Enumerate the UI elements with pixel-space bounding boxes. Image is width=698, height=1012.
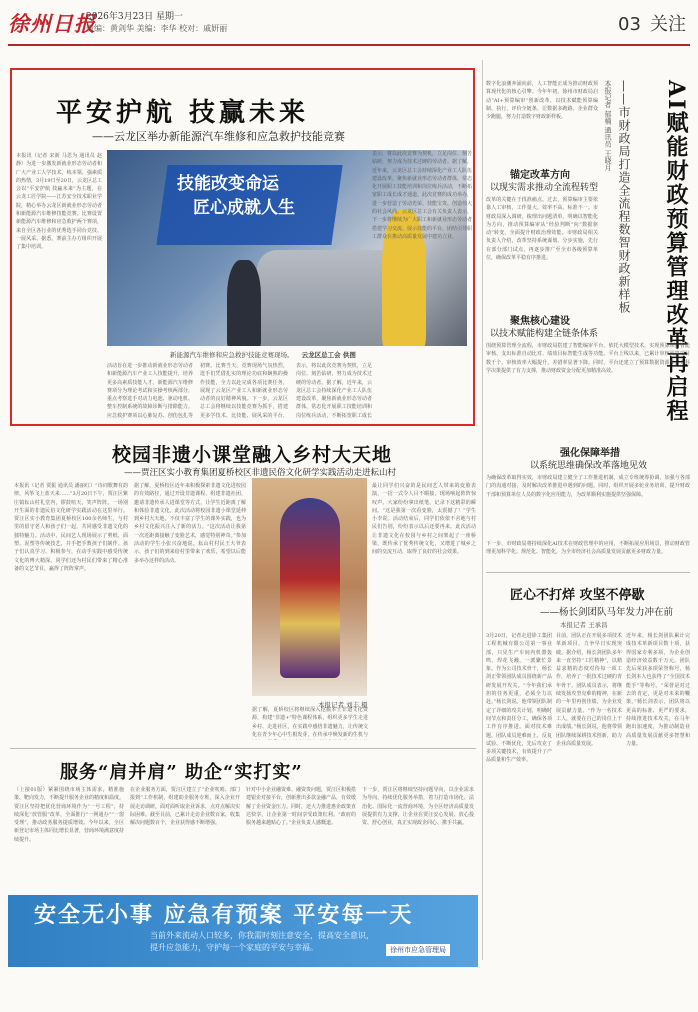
side-story-byline: 本报记者 郁楠 通讯员 王晓月 bbox=[604, 80, 612, 171]
side-story-h3b: 以系统思维确保改革落地见效 bbox=[530, 461, 648, 471]
masthead bbox=[8, 6, 690, 46]
safety-banner-text bbox=[150, 930, 374, 954]
person-left bbox=[227, 260, 261, 346]
page-label bbox=[618, 10, 686, 36]
side-story-p4: 下一步，市财政局将持续深化AI技术在财政管理中的应用，不断拓展应用场景，推动财政管理更加科学化、规范化、智能化，为全市经济社会高质量发展贡献更多财政力量。 bbox=[486, 541, 690, 556]
caption-text: 新能源汽车维修和应急救护技能竞赛现场。 bbox=[170, 351, 294, 359]
story-2-photo bbox=[252, 478, 367, 696]
photo-banner-line-1: 技能改变命运 bbox=[177, 174, 279, 194]
story-1-text-col-1: 本报讯（记者 宋新 马思为 通讯员 赵静）为进一步激发新就业形态劳动者和广大产业工人学技术、练本领、强素质的热情，3月19日至20日，云龙区总工会以“平安护航 技赢未来”为主题，在云龙工匠学院——江苏安全技术职业学院，精心举办云龙区新就业形态劳动者和新能源汽车维修技能竞赛。比赛设置新能源汽车维修和应急救护两个赛项，来自全区各行业的优秀选手同台竞技、一展风采。据悉，赛前主办方组织开展了集中培训。 bbox=[16, 153, 102, 251]
side-story-h2: 聚焦核心建设 bbox=[510, 316, 570, 327]
side2-title: 匠心不打烊 攻坚不停歇 bbox=[510, 588, 645, 603]
story-2-photo-caption: 本报记者 刘丰 摄 bbox=[318, 701, 368, 709]
story-1-photo-caption bbox=[170, 350, 356, 359]
side2-col-2: 目前，团队正在开展多项技术革新项目，力争早日实现突破。据介绍，杨长剑团队多年来一直坚持“工匠精神”，以精益求精的态度对待每一项工作，培养了一批技术过硬的青年骨干。团队成员表示，将继续发扬攻坚克难的精神，在新的一年里再创佳绩，为企业发展贡献力量。“作为一名技术工人，就要在自己的岗位上干出成绩。”杨长剑说，他将带领团队继续深耕技术创新，助力企业高质量发展。 bbox=[556, 633, 622, 747]
story-2-subtitle: ——贾汪区实小教育集团夏桥校区非遗民俗文化研学实践活动走进耘山村 bbox=[124, 468, 397, 478]
side-story-h1b: 以现实需求推动全流程转型 bbox=[490, 183, 599, 193]
story-2-title: 校园非遗小课堂融入乡村大天地 bbox=[112, 444, 393, 466]
newspaper-logo: 徐州日报 bbox=[8, 11, 96, 36]
bian-lian-performer bbox=[280, 498, 340, 678]
side-story-p3: 为确保改革取得实效，市财政局建立健全了工作推进机制，成立专班统筹协调，加强与各部门的沟通对接，及时解决改革推进中遇到的问题。同时，组织开展多轮业务培训，提升财政干部和预算单位人员的数字化应用能力，为改革顺利实施提供坚强保障。 bbox=[486, 475, 690, 498]
side-story-p2: 围绕预算管理全流程，市财政局搭建了智能编审平台，依托大模型技术，实现预算项目智能审核、支出标准自动比对、绩效目标智能生成等功能。平台上线以来，已累计审核预算项目数千个，审核效率大幅提升，差错率显著下降。同时，平台还建立了预算数据资源库，为科学决策提供了有力支撑，推动财政资金分配更加精准高效。 bbox=[486, 343, 690, 374]
page-section: 关注 bbox=[650, 14, 686, 35]
safety-line-1: 当前外来流动人口较多，你我需时刻注意安全，提高安全意识， bbox=[150, 931, 374, 940]
story-2-text-col-1: 本报讯（记者 贾振 通讯员 潘丽红）“诗词歌舞有韵律，风筝飞上蓝天来……”3月20日下午，贾汪区紫庄镇耘山村礼堂内，锣鼓喧天，笑声阵阵。一场别开生面的非遗民俗文化研学实践活动在这里举行。贾汪区实小教育集团夏桥校区100余名师生，与村里的留守老人和孩子们一起，共同感受非遗文化的独特魅力。活动中，民间艺人现场展示了剪纸、面塑、泥塑等传统技艺，并手把手教孩子们制作。孩子们认真学习、积极参与，在动手实践中感受传统文化的博大精深。同学们还为村民们带来了精心准备的文艺节目，赢得了阵阵掌声。 bbox=[14, 483, 128, 572]
story-2-text-col-4: 最让同学们兴奋的是民间艺人带来的变脸表演，一招一式令人目不暇接，现场响起阵阵惊叹声。大家纷纷拿出纸笔，记录下这精彩的瞬间。“这是我第一次看变脸，太震撼了！”学生小李说。活动结束后，同学们依依不舍地与村民们告别，纷纷表示以后还要再来。此次活动让非遗文化在校园与乡村之间架起了一座桥梁，既传承了优秀传统文化，又增进了城乡之间的交流互动，取得了良好的社会效果。 bbox=[372, 483, 476, 556]
side-divider bbox=[486, 572, 690, 573]
story-1-title: 平安护航 技赢未来 bbox=[56, 98, 310, 128]
agency-logo: 徐州市应急管理局 bbox=[386, 944, 450, 956]
dateline: 2026年3月23日 星期一 bbox=[86, 12, 183, 22]
story-1-text-col-3b: 表示，将以此次竞赛为契机，立足岗位、刻苦钻研，努力成为技术过硬的劳动者。据了解，近年来，云龙区总工会持续深化产业工人队伍建设改革，聚焦新就业形态劳动者群体，常态化开展职工技能培训和岗位练兵活动，不断拓宽职工成长 bbox=[296, 363, 372, 418]
side-story-intro: 数字化浪潮奔涌向前，人工智能正成为推动财政预算现代化的核心引擎。今年年初，徐州市财政局启动“AI+预算编审”创新改革，以技术赋能预算编制、执行、评价全链条，让数据多跑路、企业群众少跑腿，努力打造数字财政新样板。 bbox=[486, 81, 598, 121]
side-story-title: AI赋能财政预算管理改革再启程 bbox=[663, 80, 689, 424]
story-3-text-col-4: 下一步，贾汪区将继续坚持问题导向，以企业需求为导向，持续优化服务举措，着力打造市场化、法治化、国际化一流营商环境，为全区经济高质量发展提供有力支撑，让企业在贾汪安心发展、放心投资、舒心创业，真正实现政企同心、携手共赢。 bbox=[362, 787, 474, 827]
story-3-text-col-2: 在企业服务方面，贾汪区建立了“企业吹哨、部门报到”工作机制，组建助企服务专班，深入企业开展走访调研，面对面听取企业诉求，点对点解决实际困难。截至目前，已累计走访企业数百家，收集解决问题数百个，企业获得感不断增强。 bbox=[130, 787, 240, 827]
story-2-text-col-2: 据了解，夏桥校区近年来积极探索非遗文化进校园的有效路径，通过开设非遗课程、组建非遗社团、邀请非遗传承人进课堂等方式，让学生近距离了解和体验非遗文化。此次活动将校园非遗小课堂延伸到乡村大天地，不仅丰富了学生的课外实践，也为乡村文化振兴注入了新的活力。“这次活动让我第一次近距离接触了变脸艺术，感觉特别神奇。”参加活动的学生小张兴奋地说。耘山村村民王大爷表示，孩子们的到来给村里带来了欢乐，希望以后能多举办这样的活动。 bbox=[134, 483, 246, 564]
story-1-subtitle: ——云龙区举办新能源汽车维修和应急救护技能竞赛 bbox=[92, 130, 345, 143]
divider bbox=[10, 748, 476, 749]
side2-byline: 本报记者 王承昌 bbox=[560, 621, 608, 629]
side-story-subtitle: ——市财政局打造全流程数智财政新样板 bbox=[617, 80, 631, 314]
column-divider bbox=[482, 60, 483, 960]
side-story-h3: 强化保障举措 bbox=[560, 448, 620, 459]
side2-col-3: 近年来，杨长剑团队累计完成技术革新项目数十项，获得国家专利多项，为企业创造经济效益数千万元。团队先后荣获多项荣誉称号，杨长剑本人也获得了“全国技术能手”等称号。“荣誉是对过去的肯定，更是对未来的鞭策。”杨长剑表示，团队将以更高的标准、更严的要求，持续推进技术攻关，在马年跑出加速度，为推动制造业高质量发展贡献更多智慧和力量。 bbox=[626, 633, 690, 747]
side-story-h2b: 以技术赋能构建全链条体系 bbox=[490, 329, 599, 339]
photo-banner-line-2: 匠心成就人生 bbox=[193, 198, 295, 218]
story-3-title: 服务“肩并肩” 助企“实打实” bbox=[60, 762, 303, 783]
safety-banner-title: 安全无小事 应急有预案 平安每一天 bbox=[34, 902, 414, 928]
photo-banner-text bbox=[177, 172, 295, 220]
story-2-text-col-3: 据了解，夏桥校区将继续深入挖掘本土非遗文化资源，构建“非遗+”特色课程体系，组织更多学生走进乡村、走进社区，在实践中感悟非遗魅力，让传统文化在青少年心中生根发芽，在传承中焕发新的生机与 bbox=[252, 707, 368, 738]
story-1-text-col-4: 表示，将以此次竞赛为契机，立足岗位、刻苦钻研，努力成为技术过硬的劳动者。据了解，近年来，云龙区总工会持续深化产业工人队伍建设改革，聚焦新就业形态劳动者群体，常态化开展职工技能培训和岗位练兵活动，不断拓宽职工成长成才通道。此次竞赛的成功举办，进一步营造了劳动光荣、技能宝贵、创造伟大的社会风尚。云龙区总工会有关负责人表示，下一步将继续为广大职工和新就业形态劳动者搭建学习交流、展示技能的平台，团结引导职工群众在推动高质量发展中建功立业。 bbox=[372, 151, 472, 240]
story-3-text-col-1: （上接01版）紧紧围绕市场主体需求，精准施策、靶向发力，不断提升服务企业的精度和温度。贾汪区坚持把优化营商环境作为“一号工程”，持续深化“放管服”改革，全面推行“一网通办”“一窗受理”，推动政务服务提质增效。今年以来，全区新登记市场主体同比增长显著，营商环境满意度持续提升。 bbox=[14, 787, 124, 843]
side2-subtitle: ——杨长剑团队马年发力冲在前 bbox=[540, 607, 674, 618]
story-1-text-col-3: 初赛。比赛当天，竞赛现场气氛热烈，选手们凭借扎实的理论功底和娴熟的操作技能，全力以赴完成各项比赛任务，展现了云龙区产业工人和新就业形态劳动者的良好精神风貌。下一步，云龙区总工会将继续以技能竞赛为抓手，搭建更多学技术、比技能、展风采的平台， bbox=[200, 363, 288, 418]
story-1-text-col-2: 活动旨在进一步推动新就业形态劳动者和新能源汽车产业工人技能提升，培养更多高素质技能人才。新能源汽车维修赛项分为理论考试和实操考核两部分，重点考察选手对动力电池、驱动电机、整车控制系统的故障诊断与排除能力。应急救护赛项以心肺复苏、创伤包扎等 bbox=[107, 363, 193, 418]
safety-line-2: 提升应急能力，守护每一个家庭的平安与幸福。 bbox=[150, 943, 318, 952]
side-story-h1: 锚定改革方向 bbox=[510, 170, 570, 181]
story-3-text-col-3: 针对中小企业融资难、融资贵问题，贾汪区积极搭建银企对接平台，创新推出多款金融产品，有效缓解了企业资金压力。同时，还大力推进惠企政策直达快享，让企业第一时间享受政策红利。“政府的服务越来越贴心了。”企业负责人感慨道。 bbox=[246, 787, 356, 827]
side2-col-1: 3月20日，记者走进徐工集团工程机械有限公司第一事业部，只见生产车间内机器轰鸣、焊花飞溅，一派繁忙景象。作为公司技术骨干，杨长剑正带领团队成员围绕新产品研发展开攻关。“今年我们承担的任务更重，必须全力以赴。”杨长剑说。他带领团队制定了详细的攻关计划，明确时间节点和责任分工，确保各项工作有序推进。面对技术难题，团队成员迎难而上，反复试验、不断优化，先后攻克了多项关键技术，有效提升了产品质量和生产效率。 bbox=[486, 633, 552, 764]
page-number: 03 bbox=[618, 14, 641, 35]
editors-line: 责编：黄剑华 美编：李华 校对：戚妍丽 bbox=[86, 24, 228, 33]
caption-credit: 云龙区总工会 供图 bbox=[301, 351, 356, 359]
side-story-p1: 改革的关键在于找准痛点。过去，预算编审主要依靠人工审核，工作量大、效率不高、标准不一。市财政局深入调研，梳理出问题清单，明确以智能化为方向，推动预算编审从“经验判断”向“数据驱动”转变，全面提升财政治理效能。市财政局相关负责人介绍，改革坚持系统谋划、分步实施，先行在部分部门试点，再逐步推广至全市各级预算单位，确保改革平稳有序推进。 bbox=[486, 197, 598, 262]
